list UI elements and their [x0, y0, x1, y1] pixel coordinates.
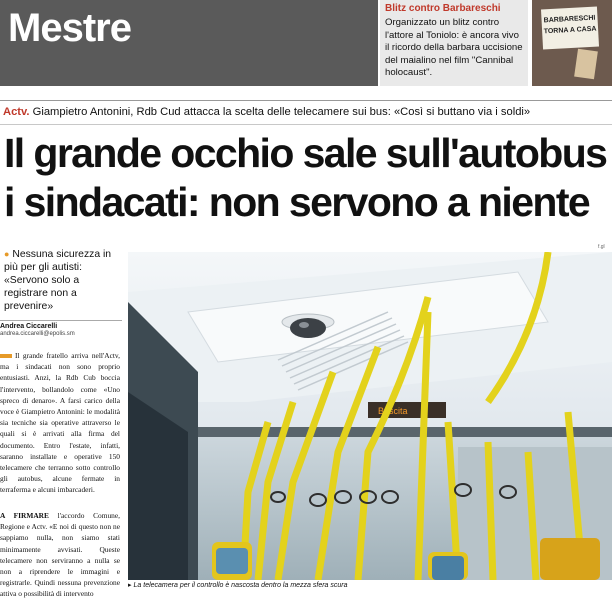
caption-marker-icon: ▸ — [128, 582, 132, 589]
body-text-2-lead: A FIRMARE — [0, 511, 49, 520]
body-text-1: Il grande fratello arriva nell'Actv, ma i sindacati non sono proprio entusiasti. Anzi, la Rdb Cub boccia l'intervento, bollandolo come «Uno spreco di denaro». A farsi carico della voce è Giampietro Antonini: le modalità sia tecniche sia operative attraverso le quali si è arrivati alla firma del documento. Entro l'estate, infatti, saranno installate e operative 150 telecamere che terranno sotto controllo gli autobus, alcune fermate in terraferma e alcuni imbarcaderi. — [0, 351, 120, 495]
divider — [0, 320, 122, 321]
teaser-kicker: Blitz contro Barbareschi — [385, 3, 501, 14]
lead-text: Nessuna sicurezza in più per gli autisti: «Servono solo a registrare non a prevenire» — [4, 249, 112, 312]
divider — [0, 100, 612, 101]
sticker-image — [574, 49, 598, 80]
photo-credit: f.gl — [598, 244, 605, 250]
headline-line-2: i sindacati: non servono a niente — [4, 179, 590, 225]
bus-interior-photo — [128, 252, 612, 580]
paragraph-marker — [0, 354, 12, 358]
author-email[interactable]: andrea.ciccarelli@epolis.sm — [0, 331, 75, 337]
subhead-text: Giampietro Antonini, Rdb Cud attacca la scelta delle telecamere sui bus: «Così si buttano via i soldi» — [32, 106, 531, 118]
headline — [4, 129, 612, 227]
bus-display-text: Buscita — [378, 406, 408, 416]
teaser-text: Organizzato un blitz contro l'attore al Toniolo: è ancora vivo il ricordo della barbara uccisione del maialino nel film "Cannibal holocaust". — [385, 17, 523, 78]
bullet-icon: ● — [4, 249, 10, 259]
body-paragraph-1 — [0, 350, 120, 496]
section-title: Mestre — [8, 6, 131, 50]
body-text-2: l'accordo Comune, Regione e Actv. «E noi di questo non ne sappiamo nulla, non siamo stati minimamente avvisati. Queste telecamere non serviranno a nulla se non a riprendere le immagini e registrarle. Quindi nessuna prevenzione attiva o possibilità di intervento — [0, 511, 120, 599]
teaser-box[interactable] — [380, 0, 528, 86]
masthead — [0, 0, 378, 86]
article-subhead — [3, 106, 530, 118]
author-name: Andrea Ciccarelli — [0, 323, 58, 330]
subhead-kicker: Actv. — [3, 106, 30, 118]
caption-text: La telecamera per il controllo è nascosta dentro la mezza sfera scura — [133, 582, 348, 589]
photo-caption — [128, 581, 348, 589]
body-paragraph-2 — [0, 510, 120, 600]
teaser-photo — [532, 0, 612, 86]
lead-box — [4, 248, 120, 313]
divider — [0, 124, 612, 125]
headline-line-1: Il grande occhio sale sull'autobus — [4, 130, 607, 176]
bus-interior-illustration — [128, 252, 612, 580]
protest-sign: BARBARESCHI TORNA A CASA — [541, 7, 599, 50]
